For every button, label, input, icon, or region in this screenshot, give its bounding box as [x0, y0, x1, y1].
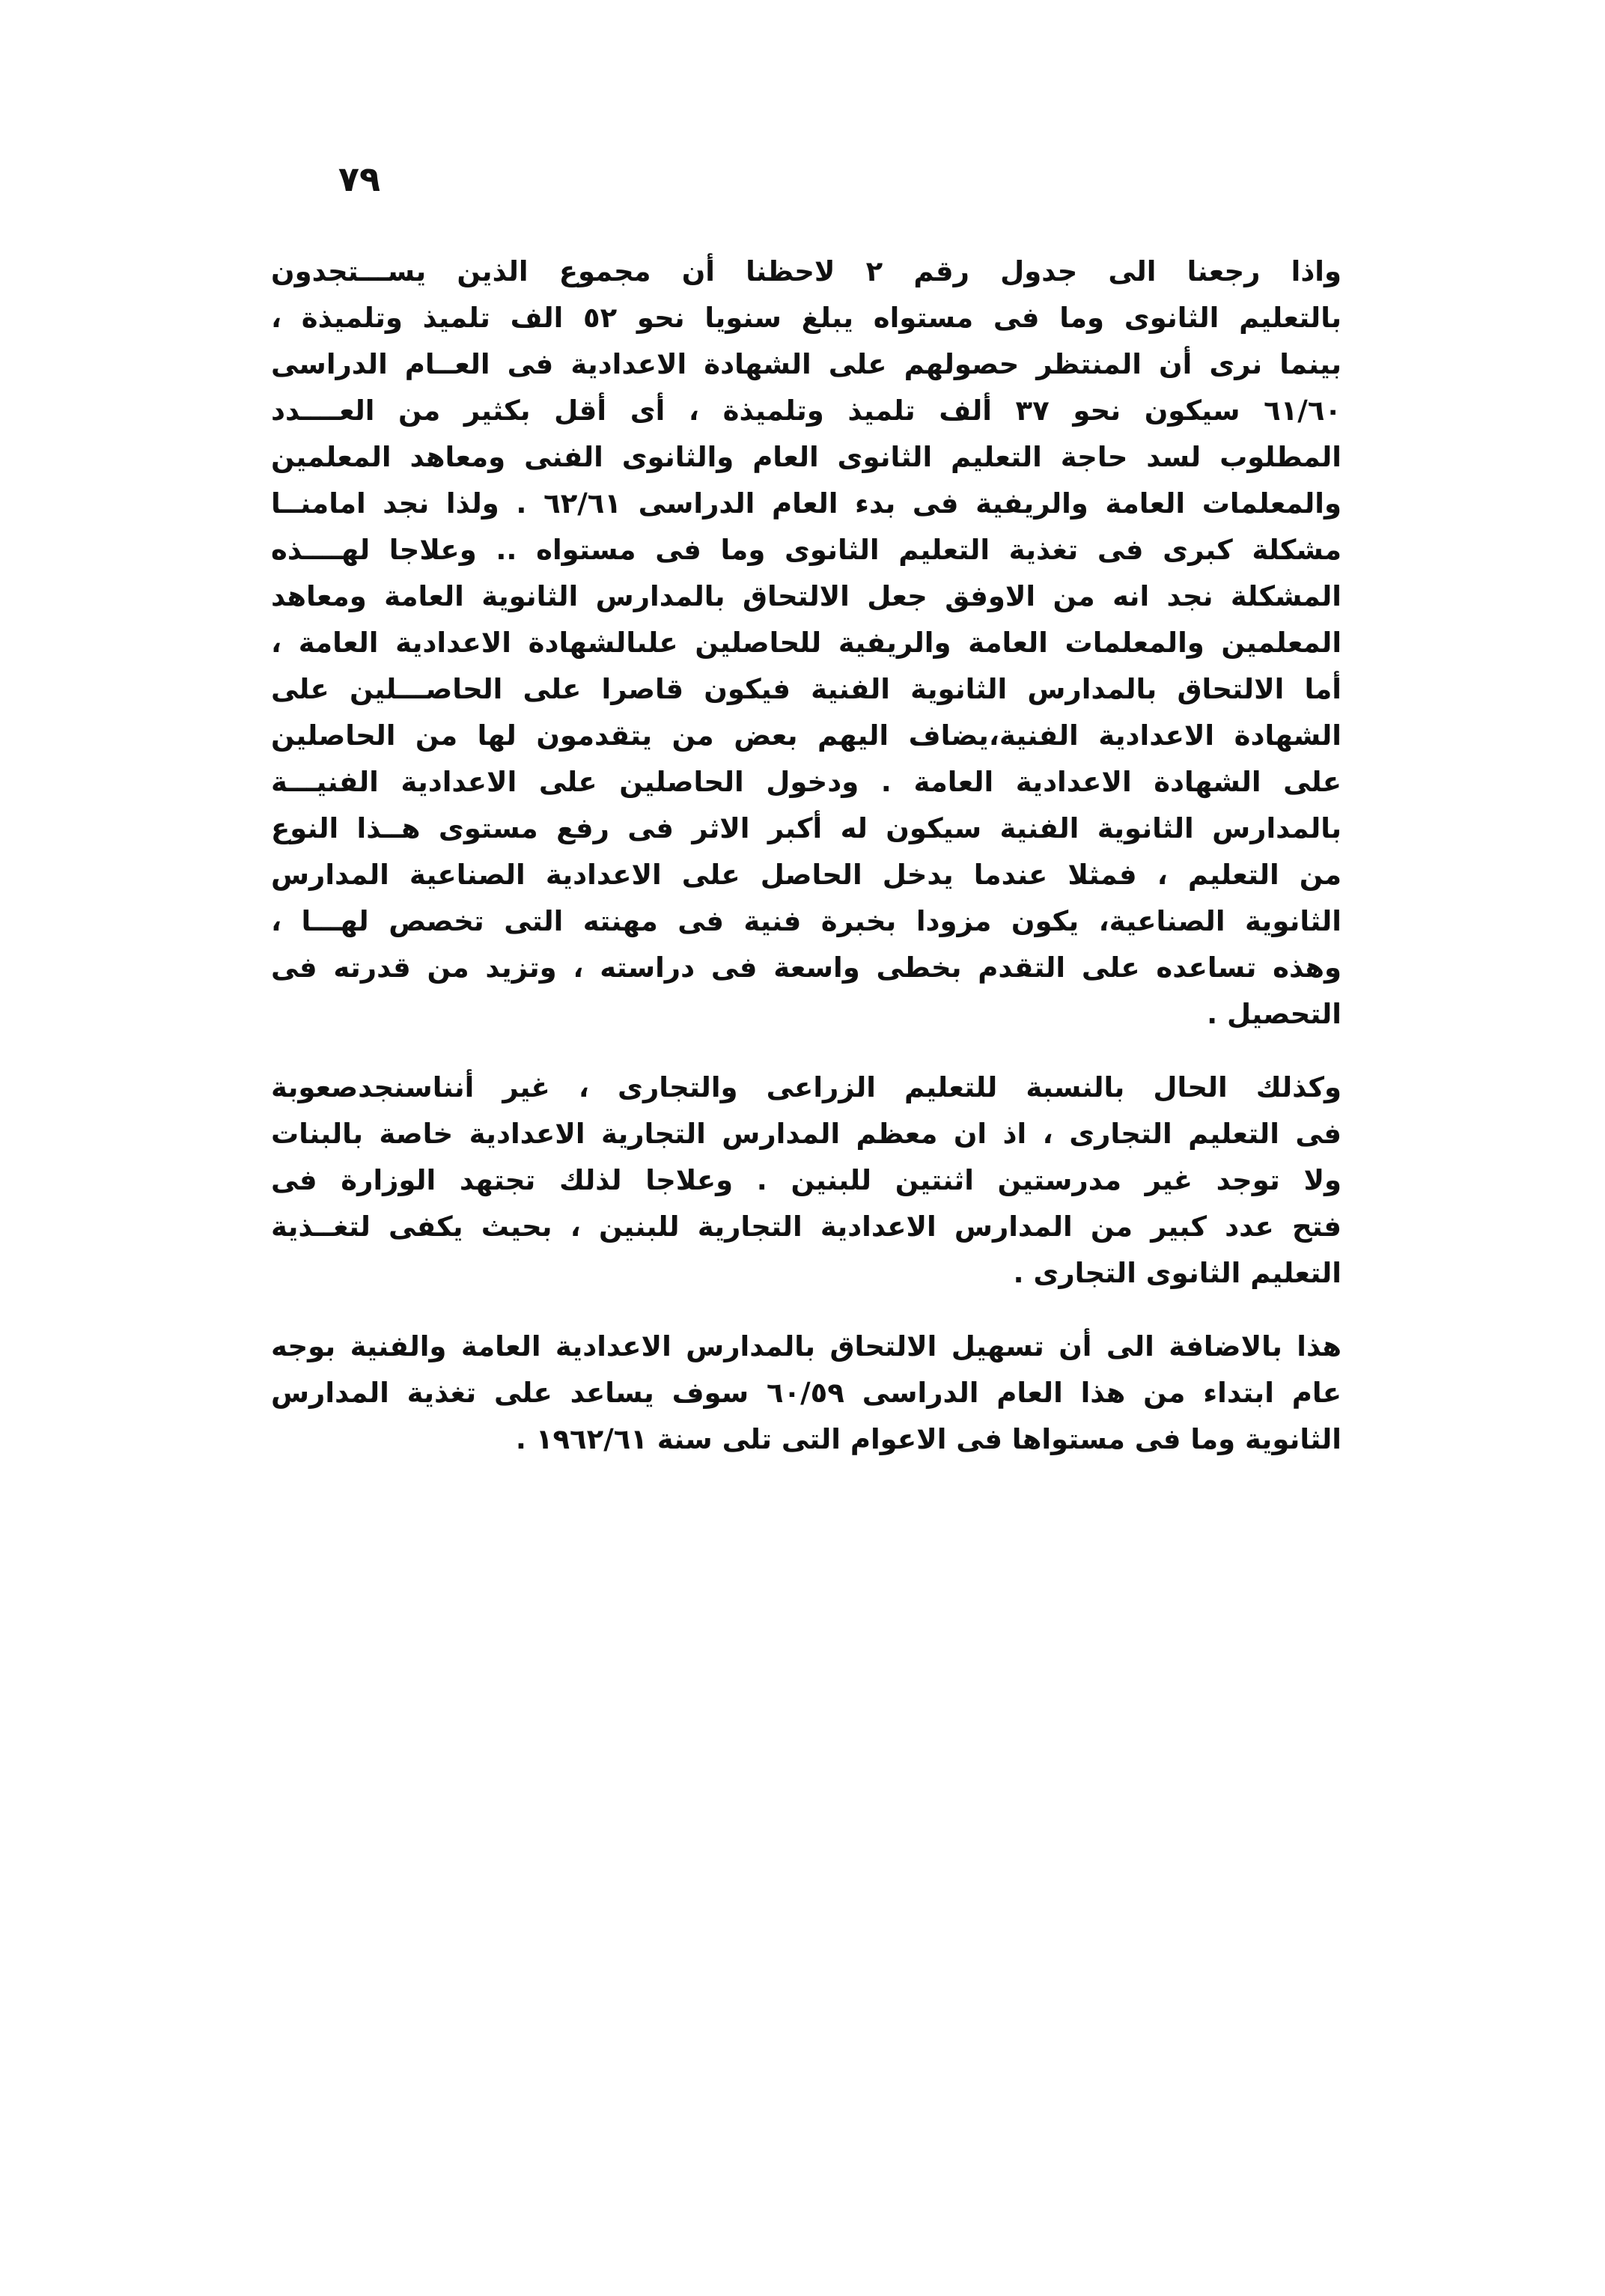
paragraph: [271, 1065, 1341, 1297]
body-text: [271, 249, 1341, 1463]
text-line: هذا بالاضافة الى أن تسهيل الالتحاق بالمدارس الاعدادية العامة والفنية بوجه: [271, 1330, 1341, 1362]
text-line: المشكلة نجد انه من الاوفق جعل الالتحاق بالمدارس الثانوية العامة ومعاهد: [271, 580, 1341, 612]
paragraph: [271, 249, 1341, 1038]
text-line: وهذه تساعده على التقدم بخطى واسعة فى دراسته ، وتزيد من قدرته فى: [271, 951, 1341, 984]
text-line: بينما نرى أن المنتظر حصولهم على الشهادة الاعدادية فى العــام الدراسى: [271, 348, 1341, 380]
page-number: ٧٩: [338, 159, 381, 199]
text-line: فتح عدد كبير من المدارس الاعدادية التجارية للبنين ، بحيث يكفى لتغــذية: [271, 1211, 1341, 1243]
text-line: المطلوب لسد حاجة التعليم الثانوى العام والثانوى الفنى ومعاهد المعلمين: [271, 441, 1341, 473]
text-line: من التعليم ، فمثلا عندما يدخل الحاصل على الاعدادية الصناعية المدارس: [271, 859, 1341, 891]
paragraph: [271, 1324, 1341, 1463]
text-line: والمعلمات العامة والريفية فى بدء العام الدراسى ٦٢/٦١ . ولذا نجد امامنــا: [271, 487, 1341, 520]
text-line: مشكلة كبرى فى تغذية التعليم الثانوى وما فى مستواه .. وعلاجا لهــــذه: [271, 534, 1341, 566]
text-line: الثانوية وما فى مستواها فى الاعوام التى تلى سنة ١٩٦٢/٦١ .: [515, 1423, 1341, 1455]
text-line: التحصيل .: [1207, 998, 1341, 1030]
text-line: واذا رجعنا الى جدول رقم ٢ لاحظنا أن مجموع الذين يســـتجدون: [271, 255, 1341, 287]
text-line: التعليم الثانوى التجارى .: [1013, 1257, 1341, 1289]
text-line: ٦١/٦٠ سيكون نحو ٣٧ ألف تلميذ وتلميذة ، أى أقل بكثير من العــــدد: [271, 395, 1341, 427]
text-line: بالمدارس الثانوية الفنية سيكون له أكبر الاثر فى رفع مستوى هــذا النوع: [271, 812, 1341, 844]
text-line: الشهادة الاعدادية الفنية،يضاف اليهم بعض من يتقدمون لها من الحاصلين: [271, 719, 1341, 752]
text-line: فى التعليم التجارى ، اذ ان معظم المدارس التجارية الاعدادية خاصة بالبنات: [271, 1118, 1341, 1150]
text-line: ولا توجد غير مدرستين اثنتين للبنين . وعلاجا لذلك تجتهد الوزارة فى: [271, 1164, 1341, 1196]
text-line: وكذلك الحال بالنسبة للتعليم الزراعى والتجارى ، غير أنناسنجدصعوبة: [271, 1071, 1341, 1103]
text-line: المعلمين والمعلمات العامة والريفية للحاصلين علىالشهادة الاعدادية العامة ،: [271, 627, 1341, 659]
text-line: بالتعليم الثانوى وما فى مستواه يبلغ سنويا نحو ٥٢ الف تلميذ وتلميذة ،: [271, 302, 1341, 334]
text-line: على الشهادة الاعدادية العامة . ودخول الحاصلين على الاعدادية الفنيـــة: [271, 766, 1341, 798]
text-line: الثانوية الصناعية، يكون مزودا بخبرة فنية فى مهنته التى تخصص لهـــا ،: [271, 905, 1341, 937]
text-line: أما الالتحاق بالمدارس الثانوية الفنية فيكون قاصرا على الحاصـــلين على: [271, 673, 1341, 705]
text-line: عام ابتداء من هذا العام الدراسى ٦٠/٥٩ سوف يساعد على تغذية المدارس: [271, 1377, 1341, 1409]
